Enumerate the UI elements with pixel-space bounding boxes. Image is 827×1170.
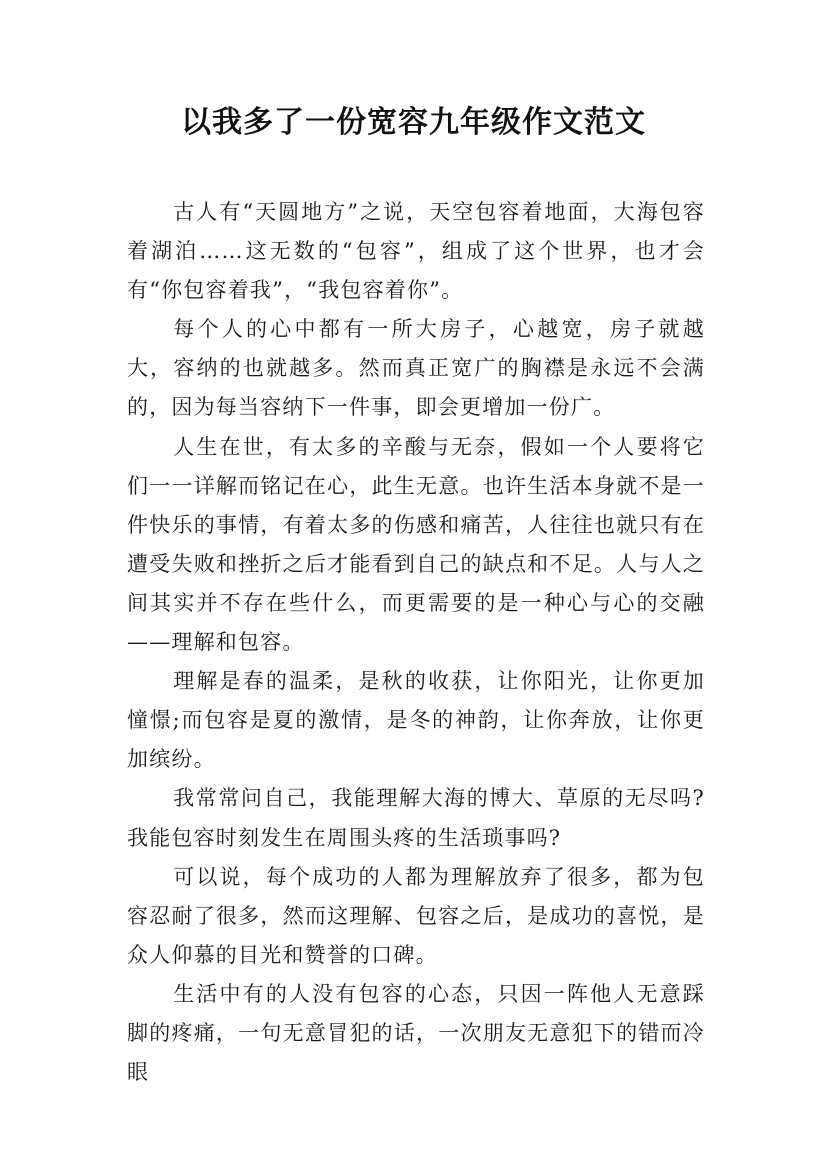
document-title: 以我多了一份宽容九年级作文范文 (181, 105, 646, 140)
paragraph-7: 生活中有的人没有包容的心态，只因一阵他人无意踩脚的疼痛，一句无意冒犯的话，一次朋友无意犯下的错而冷眼 (127, 981, 705, 1085)
paragraph-4: 理解是春的温柔，是秋的收获，让你阳光，让你更加憧憬;而包容是夏的激情，是冬的神韵，让你奔放，让你更加缤纷。 (127, 669, 705, 772)
paragraph-6: 可以说，每个成功的人都为理解放弃了很多，都为包容忍耐了很多，然而这理解、包容之后，是成功的喜悦，是众人仰慕的目光和赞誉的口碑。 (127, 864, 705, 967)
paragraph-2: 每个人的心中都有一所大房子，心越宽，房子就越大，容纳的也就越多。然而真正宽广的胸襟是永远不会满的，因为每当容纳下一件事，即会更增加一份广。 (127, 317, 705, 420)
paragraph-5: 我常常问自己，我能理解大海的博大、草原的无尽吗?我能包容时刻发生在周围头疼的生活琐事吗? (127, 786, 705, 850)
document-body (127, 193, 705, 1092)
paragraph-3: 人生在世，有太多的辛酸与无奈，假如一个人要将它们一一详解而铭记在心，此生无意。也许生活本身就不是一件快乐的事情，有着太多的伤感和痛苦，人往往也就只有在遭受失败和挫折之后才能看到自己的缺点和不足。人与人之间其实并不存在些什么，而更需要的是一种心与心的交融——理解和包容。 (127, 434, 705, 655)
paragraph-1: 古人有“天圆地方”之说，天空包容着地面，大海包容着湖泊……这无数的“包容”，组成了这个世界，也才会有“你包容着我”，“我包容着你”。 (127, 200, 705, 303)
